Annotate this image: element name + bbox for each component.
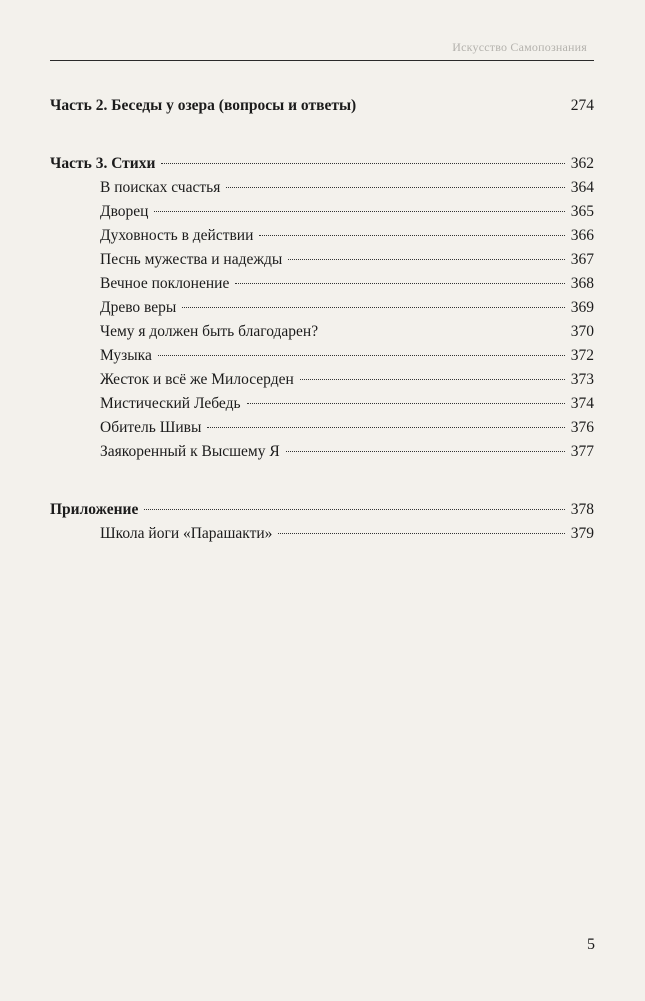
page-number: 5 <box>587 936 595 953</box>
toc-entry-title: Мистический Лебедь <box>100 395 241 412</box>
toc-entry-poem[interactable] <box>100 418 594 438</box>
toc-entry-poem[interactable] <box>100 298 594 318</box>
toc-entry-title: Жесток и всё же Милосерден <box>100 371 294 388</box>
header-rule <box>50 60 594 61</box>
dot-leader <box>247 403 565 404</box>
toc-entry-title: Вечное поклонение <box>100 275 230 292</box>
dot-leader <box>286 451 565 452</box>
dot-leader <box>288 259 564 260</box>
dot-leader <box>144 509 564 510</box>
toc-entry-page: 274 <box>570 97 594 114</box>
toc-entry-title: Приложение <box>50 501 139 518</box>
toc-entry-page: 367 <box>570 251 594 268</box>
toc-entry-page: 378 <box>570 501 594 518</box>
toc-entry-title: Дворец <box>100 203 149 220</box>
toc-entry-part-3[interactable] <box>50 154 594 174</box>
toc-entry-poem[interactable] <box>100 322 594 342</box>
toc-entry-page: 365 <box>570 203 594 220</box>
toc-entry-title: Обитель Шивы <box>100 419 202 436</box>
toc-entry-page: 368 <box>570 275 594 292</box>
toc-entry-poem[interactable] <box>100 226 594 246</box>
running-header: Искусство Самопознания <box>452 40 587 54</box>
toc-entry-page: 362 <box>570 155 594 172</box>
dot-leader <box>158 355 565 356</box>
toc-entry-title: Музыка <box>100 347 152 364</box>
toc-entry-poem[interactable] <box>100 370 594 390</box>
toc-entry-poem[interactable] <box>100 346 594 366</box>
toc-entry-title: Школа йоги «Парашакти» <box>100 525 273 542</box>
toc-entry-page: 374 <box>570 395 594 412</box>
toc-entry-title: Песнь мужества и надежды <box>100 251 283 268</box>
dot-leader <box>161 163 564 164</box>
toc-entry-title: Заякоренный к Высшему Я <box>100 443 280 460</box>
toc-entry-poem[interactable] <box>100 202 594 222</box>
dot-leader <box>226 187 564 188</box>
toc-entry-appendix[interactable] <box>50 500 594 520</box>
toc-entry-page: 366 <box>570 227 594 244</box>
dot-leader <box>362 105 565 106</box>
toc-entry-title: Чему я должен быть благодарен? <box>100 323 319 340</box>
toc-entry-poem[interactable] <box>100 442 594 462</box>
toc-entry-page: 364 <box>570 179 594 196</box>
toc-entry-title: В поисках счастья <box>100 179 221 196</box>
toc-entry-part-2[interactable] <box>50 96 594 116</box>
toc-entry-title: Часть 2. Беседы у озера (вопросы и ответы) <box>50 97 357 114</box>
toc-entry-title: Часть 3. Стихи <box>50 155 156 172</box>
toc-entry-page: 369 <box>570 299 594 316</box>
dot-leader <box>324 331 565 332</box>
toc-entry-title: Древо веры <box>100 299 177 316</box>
toc-entry-title: Духовность в действии <box>100 227 254 244</box>
dot-leader <box>154 211 564 212</box>
toc-entry-page: 373 <box>570 371 594 388</box>
toc-entry-page: 377 <box>570 443 594 460</box>
toc-entry-poem[interactable] <box>100 250 594 270</box>
dot-leader <box>259 235 564 236</box>
toc-entry-page: 370 <box>570 323 594 340</box>
toc-entry-poem[interactable] <box>100 394 594 414</box>
toc-entry-page: 379 <box>570 525 594 542</box>
toc-entry-appendix-item[interactable] <box>100 524 594 544</box>
toc-entry-page: 376 <box>570 419 594 436</box>
dot-leader <box>182 307 564 308</box>
dot-leader <box>278 533 564 534</box>
dot-leader <box>207 427 564 428</box>
toc-entry-poem[interactable] <box>100 178 594 198</box>
dot-leader <box>235 283 564 284</box>
toc-entry-page: 372 <box>570 347 594 364</box>
dot-leader <box>300 379 565 380</box>
toc-entry-poem[interactable] <box>100 274 594 294</box>
